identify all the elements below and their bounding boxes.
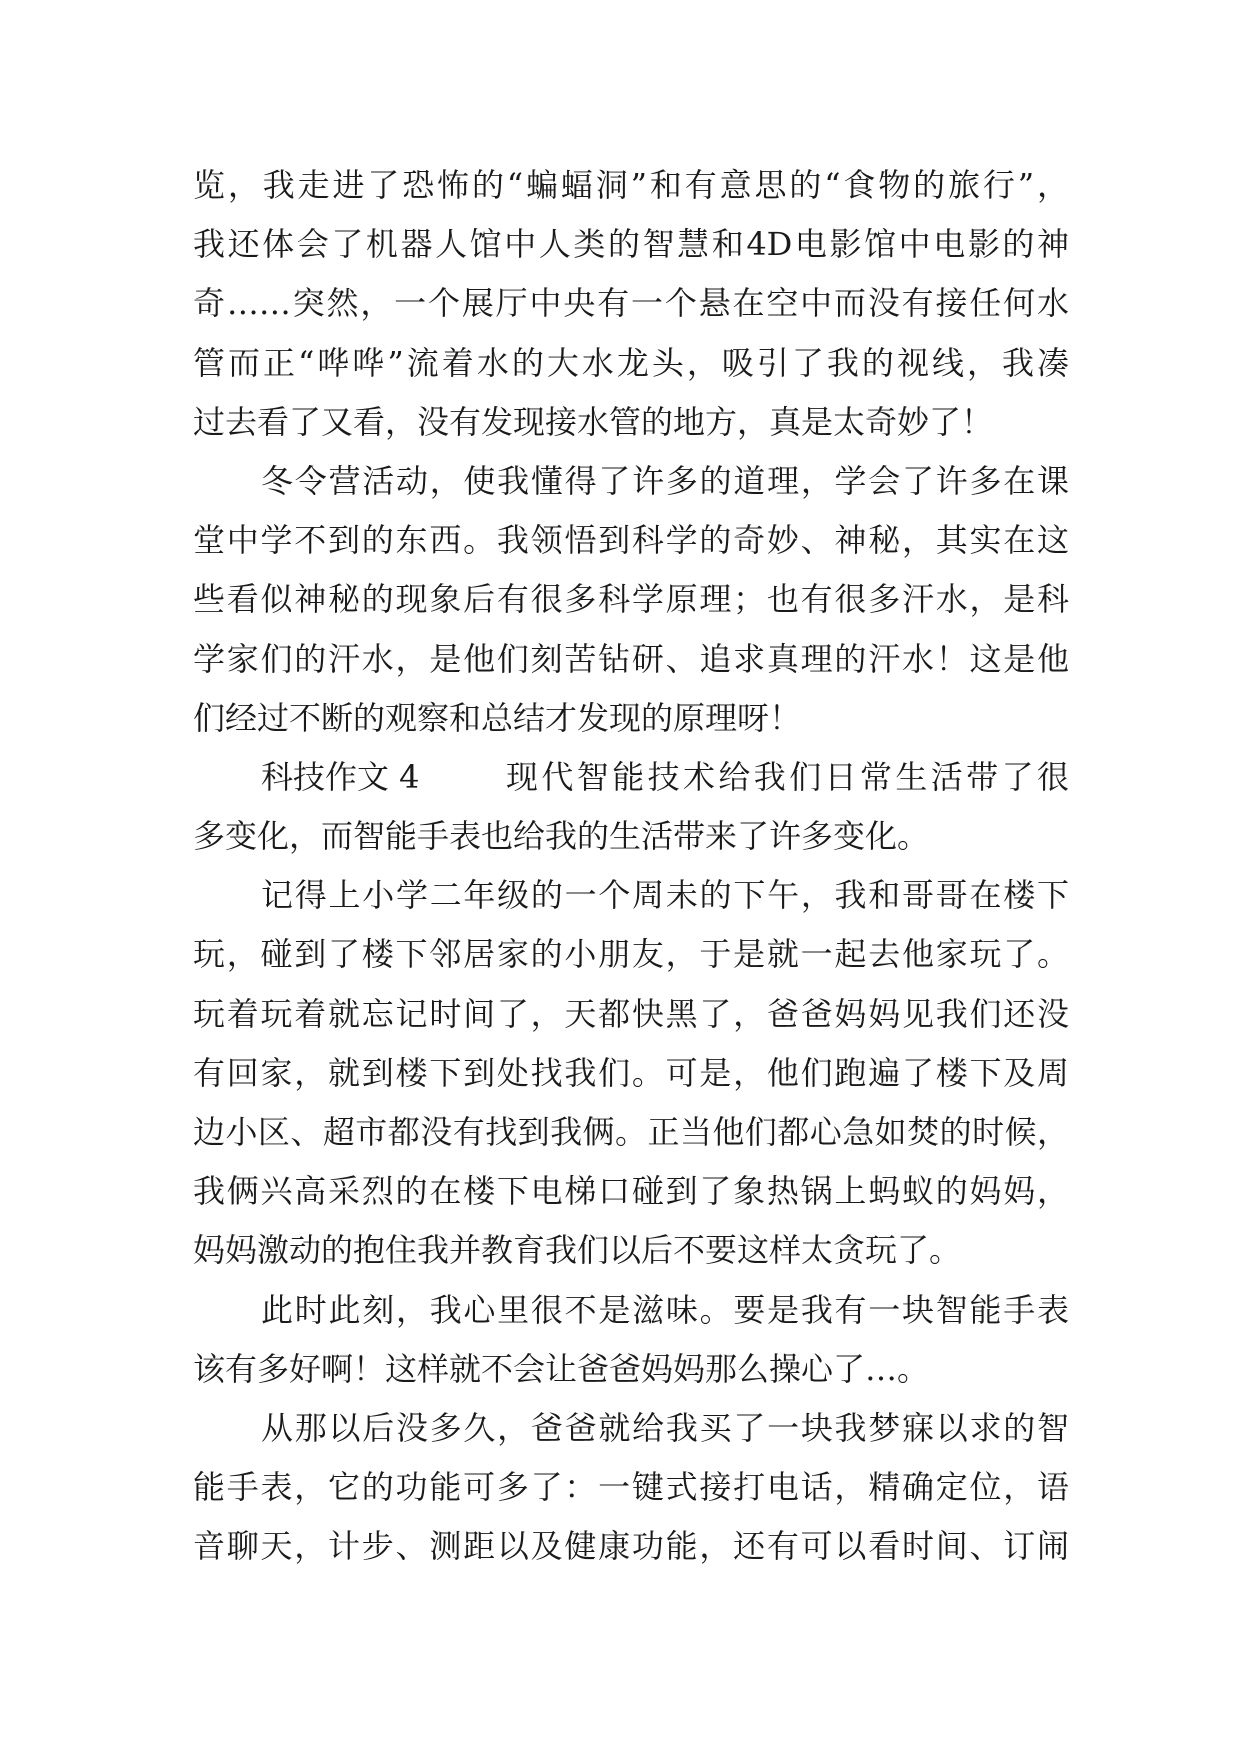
section-heading: 科技作文 4 bbox=[261, 757, 420, 796]
text-line: 现代智能技术给我们日常生活带了很 bbox=[506, 757, 1069, 796]
text-line: 该有多好啊！这样就不会让爸爸妈妈那么操心了…。 bbox=[193, 1349, 930, 1388]
section-heading-line bbox=[193, 748, 1069, 807]
text-line: 妈妈激动的抱住我并教育我们以后不要这样太贪玩了。 bbox=[193, 1231, 962, 1270]
text-line: 管而正“哗哗”流着水的大水龙头，吸引了我的视线，我凑 bbox=[193, 343, 1069, 382]
text-line: 边小区、超市都没有找到我俩。正当他们都心急如焚的时候， bbox=[193, 1113, 1069, 1151]
document-body bbox=[193, 156, 1069, 1577]
text-line: 玩，碰到了楼下邻居家的小朋友，于是就一起去他家玩了。 bbox=[193, 935, 1069, 974]
text-line: 奇……突然，一个展厅中央有一个悬在空中而没有接任何水 bbox=[193, 284, 1069, 323]
text-line: 音聊天，计步、测距以及健康功能，还有可以看时间、订闹 bbox=[193, 1527, 1069, 1566]
text-line: 此时此刻，我心里很不是滋味。要是我有一块智能手表 bbox=[261, 1290, 1069, 1329]
text-line: 堂中学不到的东西。我领悟到科学的奇妙、神秘，其实在这 bbox=[193, 521, 1069, 560]
text-line: 些看似神秘的现象后有很多科学原理；也有很多汗水，是科 bbox=[193, 580, 1069, 619]
text-line: 我俩兴高采烈的在楼下电梯口碰到了象热锅上蚂蚁的妈妈， bbox=[193, 1172, 1069, 1211]
text-line: 我还体会了机器人馆中人类的智慧和4D电影馆中电影的神 bbox=[193, 225, 1069, 264]
text-line: 记得上小学二年级的一个周未的下午，我和哥哥在楼下 bbox=[261, 876, 1069, 915]
text-line: 玩着玩着就忘记时间了，天都快黑了，爸爸妈妈见我们还没 bbox=[193, 994, 1069, 1033]
text-line: 从那以后没多久，爸爸就给我买了一块我梦寐以求的智 bbox=[261, 1408, 1069, 1447]
text-line: 览，我走进了恐怖的“蝙蝠洞”和有意思的“食物的旅行”， bbox=[193, 166, 1069, 204]
text-line: 学家们的汗水，是他们刻苦钻研、追求真理的汗水！这是他 bbox=[193, 639, 1069, 678]
text-line: 能手表，它的功能可多了：一键式接打电话，精确定位，语 bbox=[193, 1468, 1069, 1507]
text-line: 有回家，就到楼下到处找我们。可是，他们跑遍了楼下及周 bbox=[193, 1053, 1069, 1092]
text-line: 冬令营活动，使我懂得了许多的道理，学会了许多在课 bbox=[261, 461, 1069, 500]
text-line: 多变化，而智能手表也给我的生活带来了许多变化。 bbox=[193, 817, 930, 856]
text-line: 们经过不断的观察和总结才发现的原理呀！ bbox=[193, 698, 802, 737]
text-line: 过去看了又看，没有发现接水管的地方，真是太奇妙了！ bbox=[193, 402, 994, 441]
